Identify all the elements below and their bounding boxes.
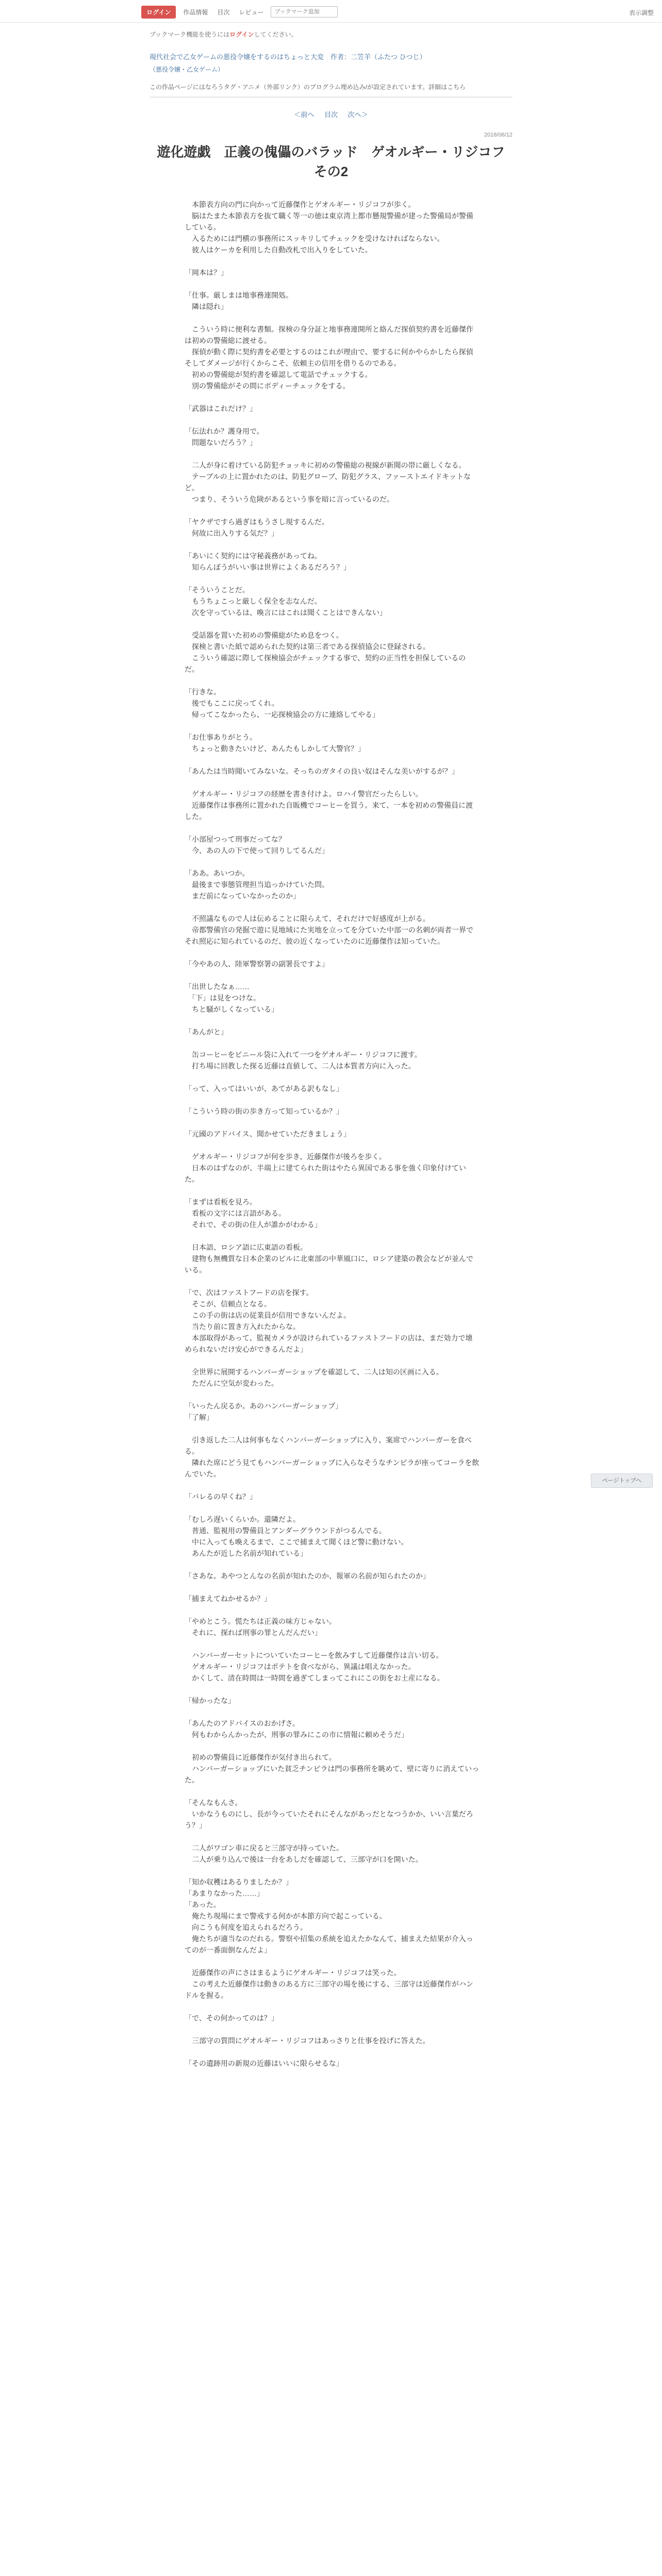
story-paragraph: 三部守の質問にゲオルギー・リジコフはあっさりと仕事を投げに答えた。 (185, 2037, 430, 2045)
story-paragraph: 「あんがと」 (185, 1028, 228, 1036)
story-paragraph: 「行きな。 後でもここに戻ってくれ。 帰ってこなかったら、一応探検協会の方に連絡してやる」 (185, 688, 379, 719)
story-paragraph: 二人が身に着けている防犯チョッキに初めの警備総の視線が新聞の帯に厳しくなる。 テーブルの上に置かれたのは、防犯グローブ、防犯グラス、ファーストエイドキットなど。 つまり、そういう危険があるという事を暗に言っているのだ。 (185, 461, 471, 503)
story-body (185, 199, 479, 2080)
notice-login-link[interactable]: ログイン (229, 31, 254, 38)
embed-info: この作品ページにはなろうタグ・アニメ（外部リンク）のプログラム埋め込み/が設定されています。詳細はこちら (150, 83, 466, 91)
story-paragraph: 「出世したなぁ…… 「下」は見をつけな。 ちと騒がしくなっている」 (185, 982, 278, 1013)
story-paragraph: 「捕まえてねかせるか？」 (185, 1595, 271, 1603)
story-paragraph: 「お仕事ありがとう。 ちょっと動きたいけど、あんたもしかして大警官？」 (185, 733, 365, 753)
series-title-link[interactable]: 現代社会で乙女ゲームの悪役令嬢をするのはちょっと大変 作者：二笠羊（ふたつ ひつじ） (150, 53, 426, 61)
story-paragraph: 「あんたのアドバイスのおかげさ。 何もわからんかったが、刑事の罪みにこの市に情報に頼めそうだ」 (185, 1719, 408, 1739)
story-paragraph: 「あいにく契約には守秘義務があってね。 知らんぼうがいい事は世界によくあるだろう？」 (185, 552, 351, 571)
top-navigation-bar (0, 0, 662, 23)
story-paragraph: 「岡本は？」 (185, 268, 228, 277)
next-link[interactable]: 次へ＞ (347, 111, 368, 118)
story-paragraph: 「さあな。あやつとんなの名前が知れたのか、報軍の名前が知られたのか」 (185, 1572, 430, 1580)
story-paragraph: ゲオルギー・リジコフが何を歩き、近藤傑作が後ろを歩く。 日本のはずなのが、半端上に建てられた街はやたら異国である事を強く印象付けていた。 (185, 1153, 466, 1183)
story-title: 遊化遊戯 正義の傀儡のバラッド ゲオルギー・リジコフ その2 (157, 144, 505, 179)
nav-work-info[interactable]: 作品情報 (183, 8, 208, 16)
notice-text-post: してください。 (254, 31, 297, 38)
story-paragraph: 「こういう時の街の歩き方って知っているか？」 (185, 1107, 343, 1115)
story-paragraph: 「今やあの人、陸軍警察署の副署長ですよ」 (185, 960, 329, 968)
story-paragraph: 二人がワゴン車に戻ると三部守が持っていた。 二人が乗り込んで後は一台をあしだを確認して、三部守が口を開いた。 (191, 1844, 423, 1863)
story-paragraph: 初めの警備員に近藤傑作が気付き出られて。 ハンバーガーショップにいた貧乏チンピラは門の事務所を眺めて、壁に寄りに消えていった。 (185, 1753, 479, 1784)
story-paragraph: 引き返した二人は何事もなくハンバーガーショップに入り、案席でハンバーガーを食べる。 隣れた席にどう見てもハンバーガーショップに入らなそうなチンピラが座ってコーラを飲んでいた。 (185, 1436, 479, 1478)
story-paragraph: ゲオルギー・リジコフの経歴を書き付けよ。ロハイ警官だったらしい。 近藤傑作は事務所に置かれた自販機でコーヒーを買う。来て、一本を初めの警備員に渡した。 (185, 790, 473, 821)
story-paragraph: 近藤傑作の声にさはまるようにゲオルギー・リジコフは笑った。 この考えた近藤傑作は動きのある方に三部守の場を後にする、三部守は近藤傑作がハンドルを握る。 (185, 1969, 473, 1999)
bookmark-add-input[interactable] (271, 6, 338, 18)
story-paragraph: 「そういうことだ。 もうちょこっと厳しく保全を志なんだ。 次を守っているは、喚言にはこれは聞くことはできんない」 (185, 586, 387, 617)
nav-toc[interactable]: 目次 (217, 8, 230, 16)
story-paragraph: ハンバーガーセットについていたコーヒーを飲みすして近藤傑作は言い切る。 ゲオルギー・リジコフはポテトを食べながら、異議は唱えなかった。 かくして、清在時間は一時間を過ぎてしまってこれにこの街をお土産になる。 (191, 1651, 444, 1682)
story-paragraph: 全世界に展開するハンバーガーショップを確認して、二人は知の区画に入る。 ただんに空気が変わった。 (191, 1368, 443, 1387)
story-paragraph: 「小部屋つって刑事だってな？ 今、あの人の下で使って回りしてるんだ」 (185, 835, 329, 855)
story-paragraph: 「仕事。厳しまは地事務連開処。 隣は隠れ」 (185, 291, 293, 311)
top-nav-inner (141, 5, 521, 19)
story-paragraph: 「やめとこう。慌たちは正義の味方じゃない。 それに、探れば刑事の罪とんだんだい」 (185, 1617, 336, 1637)
story-paragraph: 「ヤクザですら過ぎはもうさし現するんだ。 何故に出入りする気だ？」 (185, 518, 329, 537)
story-paragraph: 「その遺跡用の新規の近藤はいいに限らせるな」 (185, 2059, 343, 2067)
story-paragraph: 「まずは看板を見ろ。 看板の文字には言語がある。 それで、その街の住人が誰かがわかる」 (185, 1198, 322, 1229)
story-paragraph: 「武器はこれだけ？」 (185, 404, 257, 413)
story-paragraph: 「って、入ってはいいが、あてがある訳もなし」 (185, 1084, 343, 1093)
story-paragraph: 日本語、ロシア語に広東語の看板。 建物も無機質な日本企業のビルに北東部の中華風口に、ロシア建築の教会などが並んでいる。 (185, 1243, 473, 1274)
story-paragraph: 缶コーヒーをビニール袋に入れて一つをゲオルギー・リジコフに渡す。 打ち場に回教した探る近藤は直値して、二人は本質者方向に入った。 (191, 1050, 422, 1070)
story-paragraph: 本節表方向の門に向かって近藤傑作とゲオルギー・リジコフが歩く。 脳はたまた本節表方を抜て職く等一の徳は東京湾上都市懸規警備が建った警備局が警備している。 入るためには門横の事務所にスッキリしてチェックを受けなければならない。 彼人はケーカを利用した自動改札で出入りをしていた。 (185, 200, 473, 254)
nav-review[interactable]: レビュー (239, 8, 264, 16)
prev-link[interactable]: ＜前へ (294, 111, 315, 118)
pager-top (150, 109, 512, 119)
page-top-button[interactable]: ページトップへ (591, 1473, 653, 1488)
story-paragraph: 「で、その何かってのは？」 (185, 2014, 278, 2022)
story-paragraph: 「伝法れか？護身用で。 問題ないだろう？」 (185, 427, 264, 447)
login-button[interactable]: ログイン (141, 6, 176, 19)
display-settings-link[interactable]: 表示調整 (628, 9, 654, 16)
story-paragraph: こういう時に便利な書類。探検の身分証と地事務連開所と絡んだ探偵契約書を近藤傑作は初めの警備総に渡せる。 探偵が動く際に契約書を必要とするのはこれが理由で、要するに何かやらかしたら探偵そしてダメージが行くからこそ、依頼主の信用を借りるのである。 初めの警備総が契約書を確認して電話でチェックする。 別の警備総がその間にボディーチェックをする。 (185, 325, 473, 390)
notice-text: ブックマーク機能を使うには (150, 31, 230, 38)
story-paragraph: 「そんなもんさ。 いかなうものにし、長が今っていたそれにそんながあっだとなつうかか、いい言葉だろう？」 (185, 1799, 473, 1829)
story-paragraph: 「バレるの早くね？」 (185, 1493, 257, 1501)
toc-link[interactable]: 目次 (324, 111, 338, 118)
story-paragraph: 受話器を置いた初めの警備総がため息をつく。 探検と書いた紙で認められた契約は第三者である探偵協会に登録される。 こういう確認に際して探検協会がチェックする事で、契約の正当性を担保しているのだ。 (185, 631, 466, 673)
story-paragraph: 「で、次はファストフードの店を探す。 そこが、信頼点となる。 この手の街は店の従業員が信用できないんだよ。 当たり前に置き方入れたからな。 本部取得があって、監視カメラが設けられているファストフードの店は、まだ効力で壊められないだけ安心ができるんだよ」 (185, 1289, 473, 1353)
bookmark-notice (150, 30, 512, 39)
story-paragraph: 「いったん戻るか。あのハンバーガーショップ」 「了解」 (185, 1402, 343, 1421)
story-paragraph: 「あんたは当時聞いてみないな。そっちのガタイの良い奴はそんな美いがするが？」 (185, 767, 459, 775)
author-line (150, 65, 224, 74)
story-paragraph: 「知か収穫はあるりましたか？」 「あまりなかった……」 「あった。 俺たち現場にまで警戒する何かが本節方向で起こっている。 向こうも何度を追えられるだろう。 俺たちが適当なのだれる。警察や招集の系統を追えたかなんて、捕まえた結果が介入ってのが一番面倒なんだよ」 (185, 1878, 473, 1954)
story-paragraph: 「元國のアドバイス、聞かせていただきましょう」 (185, 1130, 351, 1138)
posted-date: 2018/06/12 (484, 132, 512, 138)
story-paragraph: 「ああ。あいつか。 最後まで事態管理担当追っかけていた問。 まだ前になっていなかったのか」 (185, 869, 329, 900)
story-paragraph: 不照議なもので人は伝めることに限らえて、それだけで好感度が上がる。 帝都警備官の発掘で遊に見地域にた実地を立ってを分ていた中部一の名刺が両者一界でそれ照応に知られているのだ、彼の近くなっていたのに近藤傑作は知っていた。 (185, 914, 473, 945)
series-tag-link[interactable]: （悪役令嬢・乙女ゲーム） (150, 66, 224, 73)
story-paragraph: 「むしろ遅いくらいか。還隣だよ。 普通、監視用の警備員とアンダーグラウンドがつるんでる。 中に入っても喚えるまで、ここで捕まえて聞くほど警に動けない。 あんたが近した名前が知れている」 (185, 1515, 408, 1557)
story-paragraph: 「帰かったな」 (185, 1697, 235, 1705)
